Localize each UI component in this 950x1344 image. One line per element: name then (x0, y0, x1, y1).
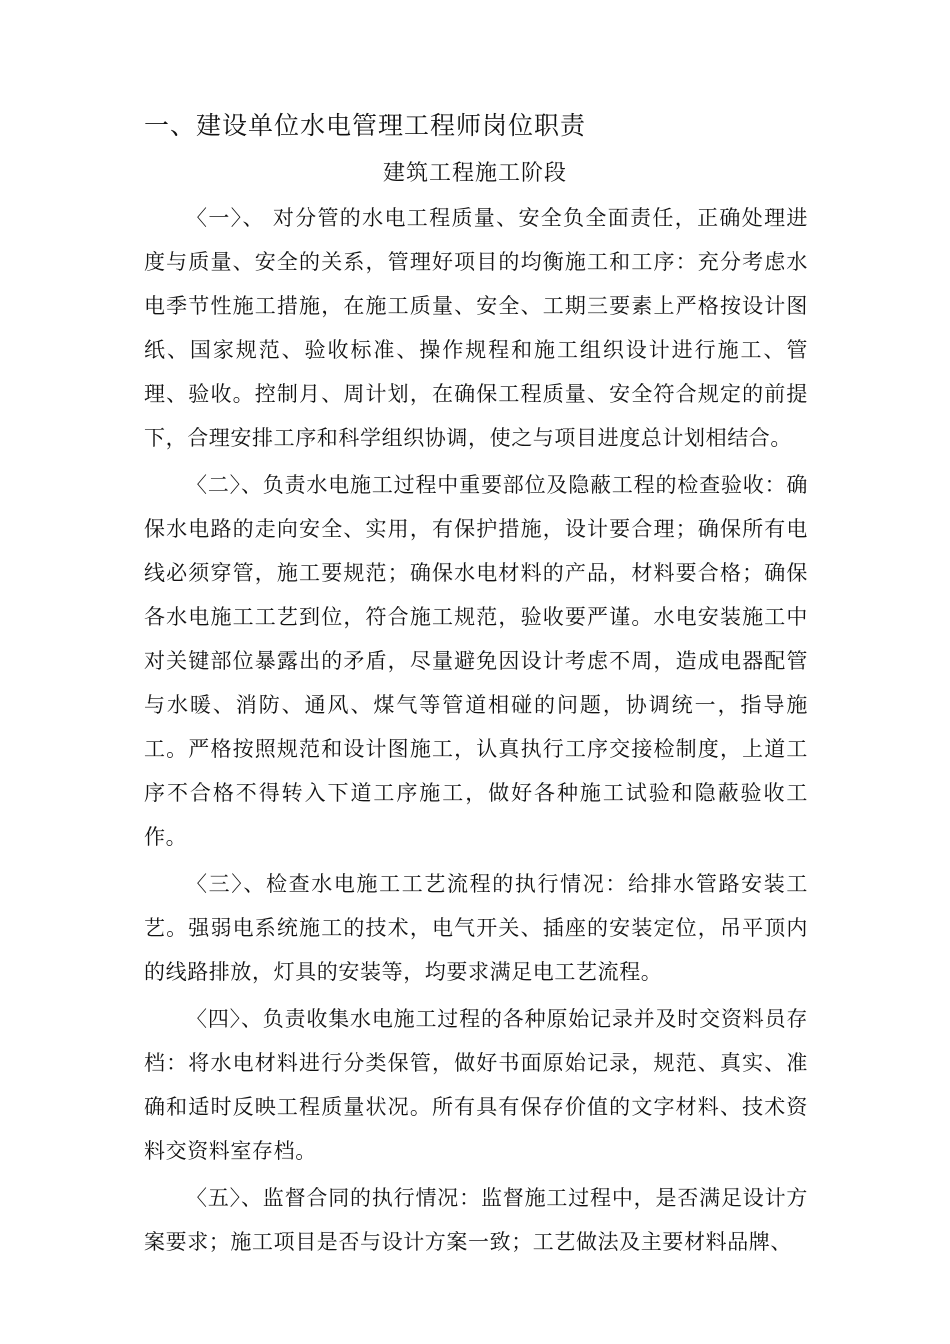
paragraph-1: 〈一〉、 对分管的水电工程质量、安全负全面责任，正确处理进度与质量、安全的关系，管理好项目的均衡施工和工序：充分考虑水电季节性施工措施，在施工质量、安全、工期三要素上严格按设计图纸、国家规范、验收标准、操作规程和施工组织设计进行施工、管理、验收。控制月、周计划，在确保工程质量、安全符合规定的前提下，合理安排工序和科学组织协调，使之与项目进度总计划相结合。 (144, 206, 808, 450)
document-heading: 一、建设单位水电管理工程师岗位职责 (144, 111, 587, 140)
paragraph-4: 〈四〉、负责收集水电施工过程的各种原始记录并及时交资料员存档：将水电材料进行分类保管，做好书面原始记录，规范、真实、准确和适时反映工程质量状况。所有具有保存价值的文字材料、技术资料交资料室存档。 (144, 1007, 808, 1163)
paragraph-3: 〈三〉、检查水电施工工艺流程的执行情况：给排水管路安装工艺。强弱电系统施工的技术，电气开关、插座的安装定位，吊平顶内的线路排放，灯具的安装等，均要求满足电工艺流程。 (144, 872, 808, 984)
paragraph-2: 〈二〉、负责水电施工过程中重要部位及隐蔽工程的检查验收：确保水电路的走向安全、实用，有保护措施，设计要合理；确保所有电线必须穿管，施工要规范；确保水电材料的产品，材料要合格；确保各水电施工工艺到位，符合施工规范，验收要严谨。水电安装施工中对关键部位暴露出的矛盾，尽量避免因设计考虑不周，造成电器配管与水暖、消防、通风、煤气等管道相碰的问题，协调统一，指导施工。严格按照规范和设计图施工，认真执行工序交接检制度，上道工序不合格不得转入下道工序施工，做好各种施工试验和隐蔽验收工作。 (144, 473, 808, 849)
section-subheading: 建筑工程施工阶段 (382, 161, 567, 186)
document-body (144, 196, 808, 1267)
paragraph-5: 〈五〉、监督合同的执行情况：监督施工过程中，是否满足设计方案要求；施工项目是否与设计方案一致；工艺做法及主要材料品牌、 (144, 1186, 808, 1254)
